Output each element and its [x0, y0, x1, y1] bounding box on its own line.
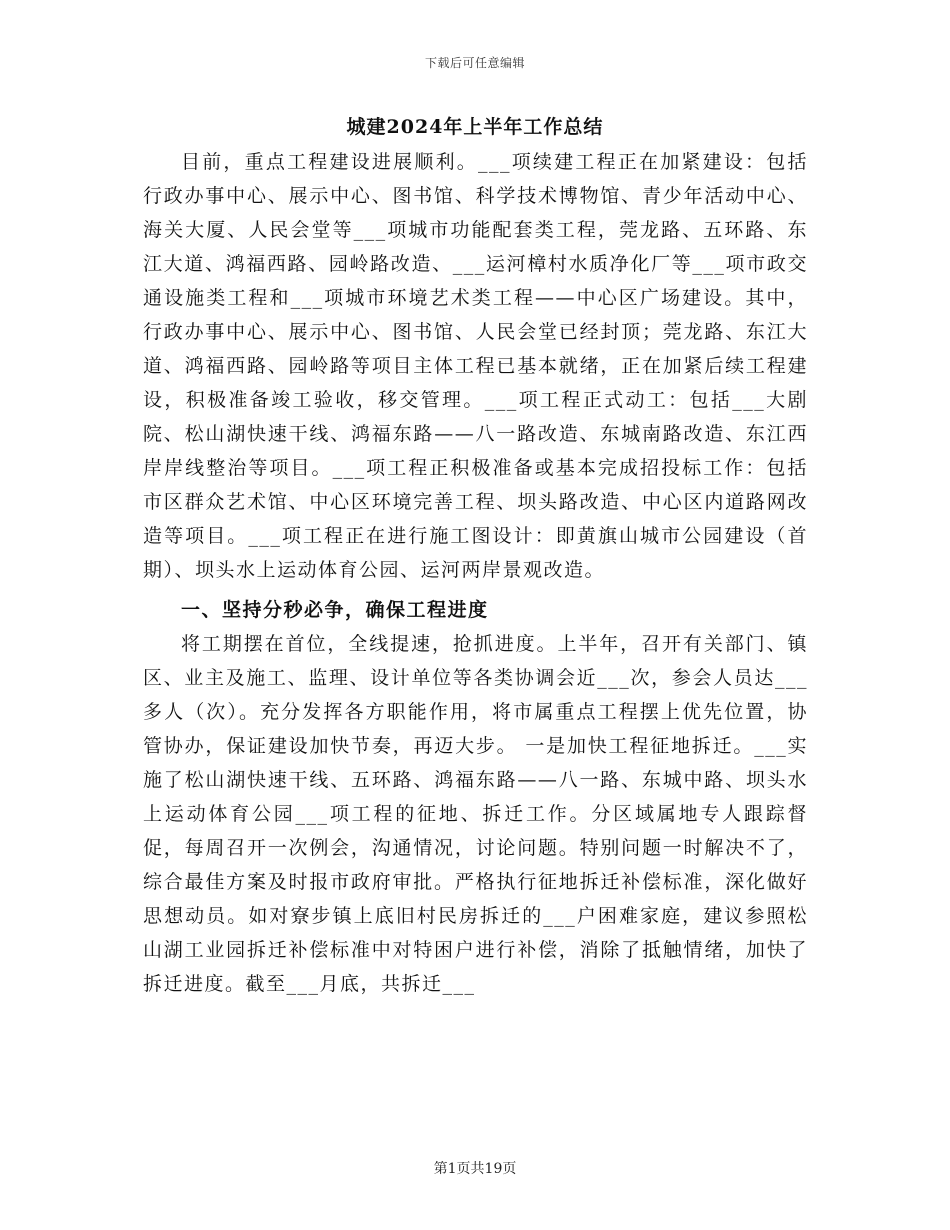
paragraph-progress-overview: 目前，重点工程建设进展顺利。___项续建工程正在加紧建设：包括行政办事中心、展示中心、图书馆、科学技术博物馆、青少年活动中心、海关大厦、人民会堂等___项城市功能配套类工程，莞龙路、五环路、东江大道、鸿福西路、园岭路改造、___运河樟村水质净化厂等___项市政交通设施类工程和___项城市环境艺术类工程——中心区广场建设。其中，行政办事中心、展示中心、图书馆、人民会堂已经封顶；莞龙路、东江大道、鸿福西路、园岭路等项目主体工程已基本就绪，正在加紧后续工程建设，积极准备竣工验收，移交管理。___项工程正式动工：包括___大剧院、松山湖快速干线、鸿福东路——八一路改造、东城南路改造、东江西岸岸线整治等项目。___项工程正积极准备或基本完成招投标工作：包括市区群众艺术馆、中心区环境完善工程、坝头路改造、中心区内道路网改造等项目。___项工程正在进行施工图设计：即黄旗山城市公园建设（首期）、坝头水上运动体育公园、运河两岸景观改造。: [143, 151, 808, 581]
header-note: 下载后可任意编辑: [424, 56, 525, 70]
paragraph-schedule: 将工期摆在首位，全线提速，抢抓进度。上半年，召开有关部门、镇区、业主及施工、监理、设计单位等各类协调会近___次，参会人员达___多人（次）。充分发挥各方职能作用，将市属重点工程摆上优先位置，协管协办，保证建设加快节奏，再迈大步。 一是加快工程征地拆迁。___实施了松山湖快速干线、五环路、鸿福东路——八一路、东城中路、坝头水上运动体育公园___项工程的征地、拆迁工作。分区域属地专人跟踪督促，每周召开一次例会，沟通情况，讨论问题。特别问题一时解决不了，综合最佳方案及时报市政府审批。严格执行征地拆迁补偿标准，深化做好思想动员。如对寮步镇上底旧村民房拆迁的___户困难家庭，建议参照松山湖工业园拆迁补偿标准中对特困户进行补偿，消除了抵触情绪，加快了拆迁进度。截至___月底，共拆迁___: [143, 633, 808, 995]
section-heading: 一、坚持分秒必争，确保工程进度: [181, 599, 489, 621]
document-title: 城建2024年上半年工作总结: [346, 116, 604, 138]
document-body: [143, 145, 808, 1001]
page-footer: 第1页共19页: [433, 1161, 517, 1177]
